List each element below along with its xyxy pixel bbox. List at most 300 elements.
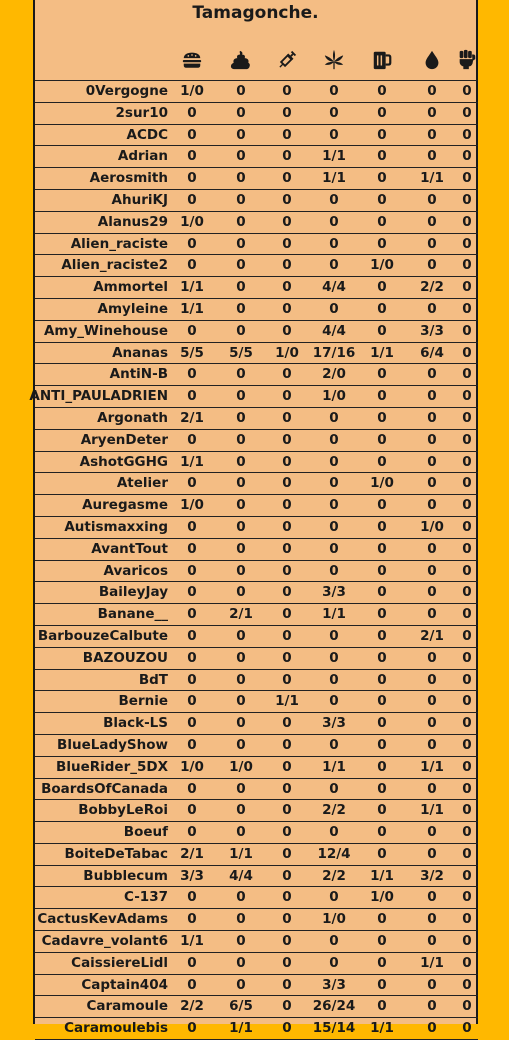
cell-poop: 2/1 [229,606,253,623]
cell-poop: 0 [236,431,246,448]
cell-fist: 0 [462,584,472,601]
cell-fist: 0 [462,344,472,361]
cell-fist: 0 [462,889,472,906]
cell-water-drop: 0 [427,780,437,797]
table-row [35,996,478,1018]
cell-syringe: 0 [282,235,292,252]
cell-beer-mug: 0 [377,148,387,165]
cell-water-drop: 0 [427,409,437,426]
cell-fist: 0 [462,83,472,99]
player-name: AntiN-B [109,366,168,383]
cell-water-drop: 0 [427,671,437,688]
cell-fist: 0 [462,627,472,644]
cell-fist: 0 [462,235,472,252]
cell-cannabis-leaf: 0 [329,627,339,644]
cell-fist: 0 [462,911,472,928]
cell-beer-mug: 0 [377,279,387,296]
cell-water-drop: 0 [427,845,437,862]
player-name: Adrian [117,148,168,165]
table-row [35,561,478,583]
cell-burger: 0 [187,824,197,841]
cell-syringe: 0 [282,998,292,1015]
player-name: Captain404 [81,976,168,993]
cell-fist: 0 [462,845,472,862]
cell-poop: 0 [236,409,246,426]
table-row [35,321,478,343]
player-name: BAZOUZOU [82,649,168,666]
cell-syringe: 0 [282,279,292,296]
cell-cannabis-leaf: 12/4 [317,845,351,862]
cell-cannabis-leaf: 26/24 [312,998,356,1015]
cell-poop: 0 [236,453,246,470]
cell-beer-mug: 0 [377,83,387,99]
cell-poop: 0 [236,475,246,492]
player-name: Caramoulebis [64,1020,168,1037]
cell-cannabis-leaf: 2/2 [322,867,346,884]
cell-poop: 0 [236,83,246,99]
cell-burger: 2/2 [180,998,204,1015]
cell-cannabis-leaf: 4/4 [322,322,346,339]
table-row [35,517,478,539]
player-name: BobbyLeRoi [78,802,168,819]
cell-syringe: 0 [282,388,292,405]
cell-beer-mug: 0 [377,191,387,208]
table-row [35,931,478,953]
cell-cannabis-leaf: 1/1 [322,170,346,187]
cell-fist: 0 [462,388,472,405]
cell-cannabis-leaf: 0 [329,83,339,99]
cell-cannabis-leaf: 0 [329,562,339,579]
cell-cannabis-leaf: 0 [329,257,339,274]
column-header-icons [35,49,480,77]
table-row [35,800,478,822]
cell-poop: 0 [236,366,246,383]
cell-water-drop: 0 [427,475,437,492]
cell-fist: 0 [462,736,472,753]
player-name: Caramoule [86,998,168,1015]
cell-poop: 0 [236,911,246,928]
cell-burger: 1/1 [180,933,204,950]
cell-water-drop: 3/2 [420,867,444,884]
cell-cannabis-leaf: 4/4 [322,279,346,296]
cell-cannabis-leaf: 0 [329,518,339,535]
cell-fist: 0 [462,933,472,950]
player-name: Alien_raciste [70,235,168,252]
cell-cannabis-leaf: 0 [329,300,339,317]
player-name: BoiteDeTabac [64,845,168,862]
cell-beer-mug: 0 [377,497,387,514]
table-row [35,757,478,779]
cell-syringe: 0 [282,824,292,841]
player-name: Amy_Winehouse [43,322,168,339]
cell-syringe: 0 [282,453,292,470]
cell-fist: 0 [462,300,472,317]
cell-poop: 4/4 [229,867,253,884]
cell-syringe: 0 [282,649,292,666]
cell-water-drop: 0 [427,736,437,753]
cell-water-drop: 0 [427,911,437,928]
cell-beer-mug: 0 [377,518,387,535]
cell-burger: 0 [187,104,197,121]
cell-cannabis-leaf: 0 [329,235,339,252]
cell-water-drop: 1/1 [420,954,444,971]
cell-burger: 0 [187,780,197,797]
cell-burger: 0 [187,671,197,688]
cell-poop: 5/5 [229,344,253,361]
cell-cannabis-leaf: 0 [329,736,339,753]
cell-beer-mug: 0 [377,758,387,775]
player-name: Alien_raciste2 [61,257,168,274]
cell-beer-mug: 0 [377,409,387,426]
table-row [35,168,478,190]
cell-syringe: 0 [282,889,292,906]
cell-beer-mug: 0 [377,671,387,688]
cell-beer-mug: 1/0 [370,889,394,906]
cell-cannabis-leaf: 0 [329,126,339,143]
cell-cannabis-leaf: 3/3 [322,976,346,993]
cell-water-drop: 0 [427,213,437,230]
cell-burger: 5/5 [180,344,204,361]
table-row [35,691,478,713]
cell-fist: 0 [462,606,472,623]
player-name: BaileyJay [98,584,168,601]
table-row [35,473,478,495]
cell-burger: 0 [187,431,197,448]
cell-water-drop: 1/1 [420,802,444,819]
cell-poop: 0 [236,257,246,274]
cell-poop: 0 [236,213,246,230]
table-row [35,953,478,975]
player-name: Amyleine [97,300,168,317]
cell-burger: 0 [187,954,197,971]
player-name: BoardsOfCanada [41,780,168,797]
cell-syringe: 0 [282,562,292,579]
cell-water-drop: 0 [427,148,437,165]
player-name: BlueLadyShow [57,736,168,753]
cannabis-leaf-icon [323,49,345,71]
cell-beer-mug: 0 [377,104,387,121]
cell-water-drop: 0 [427,235,437,252]
cell-poop: 0 [236,693,246,710]
cell-syringe: 0 [282,518,292,535]
cell-poop: 6/5 [229,998,253,1015]
table-row [35,234,478,256]
cell-water-drop: 0 [427,366,437,383]
cell-water-drop: 0 [427,693,437,710]
cell-burger: 0 [187,366,197,383]
cell-water-drop: 0 [427,83,437,99]
cell-beer-mug: 0 [377,736,387,753]
cell-beer-mug: 0 [377,845,387,862]
cell-cannabis-leaf: 0 [329,409,339,426]
cell-cannabis-leaf: 0 [329,540,339,557]
cell-cannabis-leaf: 15/14 [312,1020,356,1037]
cell-syringe: 0 [282,126,292,143]
cell-poop: 0 [236,562,246,579]
cell-fist: 0 [462,170,472,187]
cell-fist: 0 [462,1020,472,1037]
cell-syringe: 0 [282,409,292,426]
cell-burger: 0 [187,475,197,492]
cell-cannabis-leaf: 2/0 [322,366,346,383]
cell-fist: 0 [462,257,472,274]
cell-poop: 0 [236,976,246,993]
cell-syringe: 0 [282,83,292,99]
cell-burger: 0 [187,170,197,187]
cell-cannabis-leaf: 17/16 [312,344,356,361]
cell-beer-mug: 0 [377,780,387,797]
cell-poop: 0 [236,671,246,688]
cell-beer-mug: 0 [377,213,387,230]
cell-syringe: 0 [282,322,292,339]
cell-syringe: 0 [282,300,292,317]
cell-burger: 1/1 [180,300,204,317]
cell-water-drop: 0 [427,388,437,405]
cell-cannabis-leaf: 0 [329,475,339,492]
cell-beer-mug: 0 [377,715,387,732]
cell-burger: 1/1 [180,279,204,296]
cell-fist: 0 [462,715,472,732]
cell-poop: 0 [236,191,246,208]
cell-fist: 0 [462,322,472,339]
cell-cannabis-leaf: 3/3 [322,715,346,732]
cell-fist: 0 [462,540,472,557]
cell-beer-mug: 0 [377,584,387,601]
cell-syringe: 1/0 [275,344,299,361]
cell-poop: 0 [236,104,246,121]
cell-water-drop: 0 [427,998,437,1015]
cell-cannabis-leaf: 0 [329,453,339,470]
cell-water-drop: 0 [427,126,437,143]
cell-poop: 0 [236,235,246,252]
cell-poop: 0 [236,933,246,950]
player-name: BlueRider_5DX [56,758,168,775]
cell-fist: 0 [462,366,472,383]
cell-poop: 0 [236,715,246,732]
cell-water-drop: 0 [427,715,437,732]
cell-water-drop: 0 [427,649,437,666]
cell-fist: 0 [462,976,472,993]
table-row [35,648,478,670]
cell-beer-mug: 0 [377,606,387,623]
cell-syringe: 0 [282,213,292,230]
cell-fist: 0 [462,518,472,535]
cell-fist: 0 [462,671,472,688]
cell-cannabis-leaf: 0 [329,497,339,514]
player-name: 2sur10 [115,104,168,121]
player-name: BarbouzeCalbute [37,627,168,644]
cell-cannabis-leaf: 0 [329,954,339,971]
cell-fist: 0 [462,802,472,819]
cell-burger: 0 [187,606,197,623]
cell-water-drop: 0 [427,889,437,906]
cell-cannabis-leaf: 1/1 [322,606,346,623]
cell-poop: 0 [236,736,246,753]
table-row [35,670,478,692]
cell-poop: 0 [236,126,246,143]
cell-burger: 0 [187,889,197,906]
cell-beer-mug: 0 [377,126,387,143]
cell-poop: 0 [236,824,246,841]
cell-beer-mug: 0 [377,824,387,841]
table-row [35,844,478,866]
cell-water-drop: 1/1 [420,758,444,775]
cell-beer-mug: 0 [377,431,387,448]
cell-water-drop: 0 [427,824,437,841]
cell-water-drop: 0 [427,300,437,317]
cell-burger: 0 [187,191,197,208]
cell-syringe: 0 [282,780,292,797]
table-row [35,408,478,430]
cell-syringe: 0 [282,366,292,383]
cell-poop: 0 [236,279,246,296]
cell-fist: 0 [462,191,472,208]
tamagonche-table [29,80,478,1040]
player-name: Ammortel [93,279,168,296]
cell-beer-mug: 0 [377,802,387,819]
cell-syringe: 0 [282,802,292,819]
cell-syringe: 0 [282,933,292,950]
fist-icon [456,49,478,71]
player-name: 0Vergogne [85,83,168,99]
cell-poop: 0 [236,540,246,557]
cell-cannabis-leaf: 0 [329,933,339,950]
table-row [35,364,478,386]
cell-water-drop: 1/1 [420,170,444,187]
cell-fist: 0 [462,148,472,165]
cell-burger: 0 [187,540,197,557]
cell-burger: 3/3 [180,867,204,884]
cell-beer-mug: 0 [377,998,387,1015]
cell-burger: 1/1 [180,453,204,470]
cell-syringe: 0 [282,671,292,688]
player-name: AhuriKJ [111,191,168,208]
player-name: Avaricos [103,562,168,579]
cell-burger: 1/0 [180,83,204,99]
cell-beer-mug: 1/0 [370,475,394,492]
cell-water-drop: 0 [427,584,437,601]
table-row [35,975,478,997]
cell-fist: 0 [462,780,472,797]
table-row [35,277,478,299]
cell-syringe: 0 [282,475,292,492]
cell-cannabis-leaf: 0 [329,693,339,710]
cell-burger: 0 [187,148,197,165]
cell-burger: 1/0 [180,758,204,775]
cell-water-drop: 0 [427,606,437,623]
cell-beer-mug: 0 [377,649,387,666]
cell-burger: 0 [187,736,197,753]
cell-cannabis-leaf: 3/3 [322,584,346,601]
table-row [35,887,478,909]
cell-water-drop: 2/1 [420,627,444,644]
cell-syringe: 0 [282,431,292,448]
cell-water-drop: 3/3 [420,322,444,339]
player-name: C-137 [123,889,168,906]
cell-fist: 0 [462,409,472,426]
cell-beer-mug: 0 [377,693,387,710]
cell-poop: 0 [236,170,246,187]
cell-syringe: 0 [282,257,292,274]
cell-poop: 0 [236,954,246,971]
cell-syringe: 0 [282,954,292,971]
cell-syringe: 0 [282,170,292,187]
cell-burger: 0 [187,257,197,274]
player-name: Cadavre_volant6 [41,933,168,950]
table-row [35,626,478,648]
player-name: CaissiereLidl [71,954,168,971]
cell-syringe: 0 [282,1020,292,1037]
cell-poop: 0 [236,497,246,514]
cell-cannabis-leaf: 1/0 [322,388,346,405]
cell-beer-mug: 0 [377,322,387,339]
table-row [35,735,478,757]
cell-burger: 0 [187,518,197,535]
cell-burger: 0 [187,388,197,405]
cell-burger: 1/0 [180,497,204,514]
cell-beer-mug: 1/1 [370,867,394,884]
cell-cannabis-leaf: 0 [329,824,339,841]
player-name: Argonath [97,409,168,426]
cell-fist: 0 [462,104,472,121]
cell-fist: 0 [462,998,472,1015]
cell-beer-mug: 0 [377,954,387,971]
table-row [35,146,478,168]
table-row [35,582,478,604]
cell-syringe: 0 [282,911,292,928]
cell-syringe: 0 [282,736,292,753]
table-row [35,190,478,212]
cell-beer-mug: 0 [377,976,387,993]
table-row [35,713,478,735]
page-title: Tamagonche. [192,3,319,23]
player-name: Black-LS [103,715,168,732]
cell-poop: 0 [236,802,246,819]
cell-syringe: 0 [282,867,292,884]
cell-syringe: 0 [282,104,292,121]
cell-beer-mug: 0 [377,235,387,252]
cell-syringe: 0 [282,758,292,775]
table-row [35,909,478,931]
cell-water-drop: 0 [427,933,437,950]
cell-poop: 0 [236,148,246,165]
player-name: AvantTout [91,540,168,557]
cell-cannabis-leaf: 0 [329,191,339,208]
cell-cannabis-leaf: 0 [329,213,339,230]
cell-water-drop: 0 [427,497,437,514]
table-row [35,343,478,365]
cell-burger: 0 [187,1020,197,1037]
cell-burger: 0 [187,562,197,579]
cell-syringe: 0 [282,584,292,601]
cell-cannabis-leaf: 0 [329,780,339,797]
cell-burger: 0 [187,126,197,143]
cell-beer-mug: 1/1 [370,344,394,361]
cell-syringe: 0 [282,627,292,644]
syringe-icon [276,49,298,71]
cell-poop: 0 [236,649,246,666]
cell-poop: 0 [236,300,246,317]
cell-burger: 0 [187,584,197,601]
cell-beer-mug: 0 [377,170,387,187]
cell-poop: 0 [236,780,246,797]
cell-burger: 0 [187,322,197,339]
table-row [35,81,478,103]
cell-beer-mug: 0 [377,300,387,317]
cell-water-drop: 0 [427,453,437,470]
cell-beer-mug: 0 [377,453,387,470]
player-name: Auregasme [82,497,168,514]
